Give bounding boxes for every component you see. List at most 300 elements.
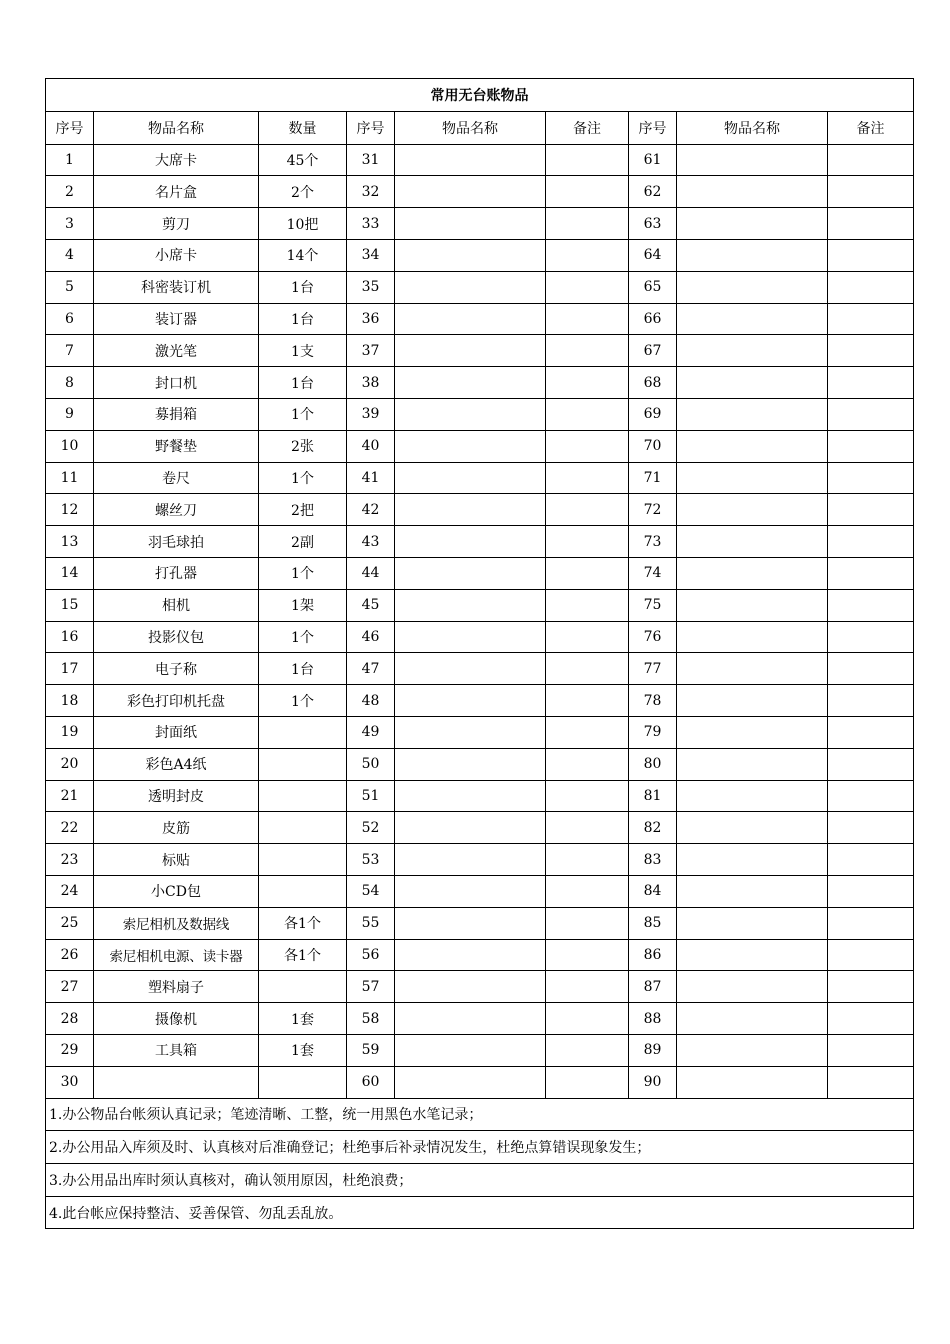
item-name-cell	[677, 621, 828, 653]
item-name-cell	[677, 462, 828, 494]
item-name-cell: 电子称	[94, 653, 259, 685]
item-name-cell: 皮筋	[94, 812, 259, 844]
serial-cell: 18	[46, 685, 94, 717]
note-text: 4.此台帐应保持整洁、妥善保管、勿乱丢乱放。	[46, 1196, 914, 1229]
item-name-cell: 激光笔	[94, 335, 259, 367]
remark-cell	[546, 494, 629, 526]
item-name-cell	[395, 208, 546, 240]
header-cell: 序号	[46, 112, 94, 145]
serial-cell: 54	[347, 876, 395, 908]
serial-cell: 3	[46, 208, 94, 240]
quantity-cell: 2个	[259, 176, 347, 208]
remark-cell	[546, 176, 629, 208]
remark-cell	[828, 589, 914, 621]
header-cell: 物品名称	[94, 112, 259, 145]
serial-cell: 50	[347, 748, 395, 780]
remark-cell	[828, 558, 914, 590]
remark-cell	[828, 717, 914, 749]
item-name-cell	[395, 717, 546, 749]
remark-cell	[828, 399, 914, 431]
serial-cell: 61	[629, 144, 677, 176]
remark-cell	[828, 271, 914, 303]
serial-cell: 75	[629, 589, 677, 621]
remark-cell	[546, 430, 629, 462]
table-row	[46, 907, 914, 939]
serial-cell: 46	[347, 621, 395, 653]
quantity-cell: 1个	[259, 558, 347, 590]
remark-cell	[828, 462, 914, 494]
item-name-cell: 索尼相机及数据线	[94, 907, 259, 939]
quantity-cell: 各1个	[259, 907, 347, 939]
quantity-cell	[259, 748, 347, 780]
serial-cell: 44	[347, 558, 395, 590]
item-name-cell	[677, 335, 828, 367]
item-name-cell: 封口机	[94, 367, 259, 399]
header-cell: 备注	[828, 112, 914, 145]
item-name-cell: 投影仪包	[94, 621, 259, 653]
item-name-cell	[677, 812, 828, 844]
item-name-cell	[677, 558, 828, 590]
item-name-cell: 塑料扇子	[94, 971, 259, 1003]
item-name-cell	[677, 240, 828, 272]
item-name-cell: 彩色A4纸	[94, 748, 259, 780]
item-name-cell	[677, 717, 828, 749]
table-row	[46, 780, 914, 812]
item-name-cell	[94, 1066, 259, 1098]
remark-cell	[828, 685, 914, 717]
serial-cell: 88	[629, 1003, 677, 1035]
remark-cell	[828, 1066, 914, 1098]
remark-cell	[546, 939, 629, 971]
remark-cell	[546, 748, 629, 780]
serial-cell: 77	[629, 653, 677, 685]
serial-cell: 49	[347, 717, 395, 749]
item-name-cell: 羽毛球拍	[94, 526, 259, 558]
quantity-cell: 2副	[259, 526, 347, 558]
table-row	[46, 462, 914, 494]
quantity-cell: 1台	[259, 303, 347, 335]
serial-cell: 55	[347, 907, 395, 939]
remark-cell	[546, 653, 629, 685]
table-row	[46, 494, 914, 526]
note-text: 1.办公物品台帐须认真记录；笔迹清晰、工整，统一用黑色水笔记录；	[46, 1098, 914, 1131]
item-name-cell: 小CD包	[94, 876, 259, 908]
table-row	[46, 208, 914, 240]
table-row	[46, 144, 914, 176]
serial-cell: 26	[46, 939, 94, 971]
note-row	[46, 1163, 914, 1196]
serial-cell: 90	[629, 1066, 677, 1098]
serial-cell: 27	[46, 971, 94, 1003]
remark-cell	[828, 430, 914, 462]
item-name-cell	[395, 462, 546, 494]
quantity-cell: 1套	[259, 1035, 347, 1067]
table-row	[46, 271, 914, 303]
item-name-cell: 索尼相机电源、读卡器	[94, 939, 259, 971]
remark-cell	[546, 1003, 629, 1035]
remark-cell	[546, 144, 629, 176]
item-name-cell: 装订器	[94, 303, 259, 335]
serial-cell: 2	[46, 176, 94, 208]
serial-cell: 42	[347, 494, 395, 526]
serial-cell: 24	[46, 876, 94, 908]
item-name-cell	[395, 1066, 546, 1098]
item-name-cell	[395, 621, 546, 653]
serial-cell: 64	[629, 240, 677, 272]
table-row	[46, 303, 914, 335]
remark-cell	[828, 1003, 914, 1035]
serial-cell: 68	[629, 367, 677, 399]
remark-cell	[828, 939, 914, 971]
table-row	[46, 876, 914, 908]
item-name-cell: 卷尺	[94, 462, 259, 494]
serial-cell: 80	[629, 748, 677, 780]
remark-cell	[546, 812, 629, 844]
header-cell: 物品名称	[677, 112, 828, 145]
item-name-cell	[677, 939, 828, 971]
serial-cell: 23	[46, 844, 94, 876]
serial-cell: 34	[347, 240, 395, 272]
quantity-cell	[259, 812, 347, 844]
remark-cell	[828, 240, 914, 272]
remark-cell	[546, 526, 629, 558]
quantity-cell: 1个	[259, 399, 347, 431]
item-name-cell	[395, 144, 546, 176]
remark-cell	[828, 812, 914, 844]
serial-cell: 6	[46, 303, 94, 335]
remark-cell	[828, 907, 914, 939]
serial-cell: 53	[347, 844, 395, 876]
serial-cell: 35	[347, 271, 395, 303]
item-name-cell	[677, 1035, 828, 1067]
serial-cell: 12	[46, 494, 94, 526]
quantity-cell	[259, 844, 347, 876]
item-name-cell	[395, 240, 546, 272]
serial-cell: 82	[629, 812, 677, 844]
item-name-cell	[395, 335, 546, 367]
item-name-cell	[677, 144, 828, 176]
item-name-cell	[395, 303, 546, 335]
item-name-cell: 野餐垫	[94, 430, 259, 462]
remark-cell	[546, 717, 629, 749]
serial-cell: 66	[629, 303, 677, 335]
serial-cell: 79	[629, 717, 677, 749]
table-row	[46, 717, 914, 749]
table-row	[46, 685, 914, 717]
item-name-cell: 螺丝刀	[94, 494, 259, 526]
item-name-cell	[395, 494, 546, 526]
remark-cell	[828, 653, 914, 685]
quantity-cell: 1台	[259, 271, 347, 303]
remark-cell	[546, 399, 629, 431]
item-name-cell	[395, 907, 546, 939]
note-text: 2.办公用品入库须及时、认真核对后准确登记；杜绝事后补录情况发生，杜绝点算错误现象发生；	[46, 1131, 914, 1164]
header-cell: 物品名称	[395, 112, 546, 145]
serial-cell: 63	[629, 208, 677, 240]
serial-cell: 76	[629, 621, 677, 653]
item-name-cell	[395, 399, 546, 431]
item-name-cell	[677, 907, 828, 939]
serial-cell: 38	[347, 367, 395, 399]
item-name-cell	[395, 685, 546, 717]
item-name-cell	[395, 939, 546, 971]
item-name-cell	[395, 430, 546, 462]
item-name-cell	[677, 876, 828, 908]
serial-cell: 22	[46, 812, 94, 844]
serial-cell: 15	[46, 589, 94, 621]
serial-cell: 19	[46, 717, 94, 749]
serial-cell: 56	[347, 939, 395, 971]
item-name-cell	[395, 748, 546, 780]
header-cell: 数量	[259, 112, 347, 145]
table-row	[46, 526, 914, 558]
item-name-cell	[677, 1003, 828, 1035]
serial-cell: 37	[347, 335, 395, 367]
serial-cell: 7	[46, 335, 94, 367]
item-name-cell	[395, 589, 546, 621]
serial-cell: 31	[347, 144, 395, 176]
item-name-cell: 募捐箱	[94, 399, 259, 431]
header-cell: 备注	[546, 112, 629, 145]
item-name-cell	[677, 589, 828, 621]
item-name-cell	[395, 176, 546, 208]
table-row	[46, 939, 914, 971]
item-name-cell	[395, 526, 546, 558]
quantity-cell: 1个	[259, 685, 347, 717]
quantity-cell: 1台	[259, 653, 347, 685]
note-row	[46, 1196, 914, 1229]
item-name-cell: 小席卡	[94, 240, 259, 272]
item-name-cell	[395, 558, 546, 590]
serial-cell: 65	[629, 271, 677, 303]
serial-cell: 57	[347, 971, 395, 1003]
quantity-cell: 1架	[259, 589, 347, 621]
item-name-cell: 摄像机	[94, 1003, 259, 1035]
quantity-cell	[259, 717, 347, 749]
remark-cell	[828, 876, 914, 908]
item-name-cell	[395, 653, 546, 685]
remark-cell	[546, 335, 629, 367]
serial-cell: 69	[629, 399, 677, 431]
serial-cell: 16	[46, 621, 94, 653]
table-row	[46, 1003, 914, 1035]
item-name-cell	[677, 208, 828, 240]
item-name-cell	[395, 271, 546, 303]
table-row	[46, 653, 914, 685]
remark-cell	[546, 558, 629, 590]
serial-cell: 40	[347, 430, 395, 462]
remark-cell	[828, 494, 914, 526]
quantity-cell	[259, 780, 347, 812]
table-row	[46, 844, 914, 876]
serial-cell: 29	[46, 1035, 94, 1067]
serial-cell: 8	[46, 367, 94, 399]
serial-cell: 72	[629, 494, 677, 526]
remark-cell	[828, 780, 914, 812]
serial-cell: 43	[347, 526, 395, 558]
serial-cell: 39	[347, 399, 395, 431]
serial-cell: 78	[629, 685, 677, 717]
serial-cell: 14	[46, 558, 94, 590]
item-name-cell	[677, 780, 828, 812]
remark-cell	[828, 526, 914, 558]
item-name-cell: 透明封皮	[94, 780, 259, 812]
table-row	[46, 335, 914, 367]
quantity-cell: 1支	[259, 335, 347, 367]
serial-cell: 17	[46, 653, 94, 685]
serial-cell: 5	[46, 271, 94, 303]
serial-cell: 36	[347, 303, 395, 335]
serial-cell: 59	[347, 1035, 395, 1067]
remark-cell	[828, 335, 914, 367]
serial-cell: 32	[347, 176, 395, 208]
serial-cell: 47	[347, 653, 395, 685]
remark-cell	[546, 971, 629, 1003]
serial-cell: 60	[347, 1066, 395, 1098]
quantity-cell: 45个	[259, 144, 347, 176]
serial-cell: 62	[629, 176, 677, 208]
item-name-cell: 大席卡	[94, 144, 259, 176]
quantity-cell: 2张	[259, 430, 347, 462]
quantity-cell: 1台	[259, 367, 347, 399]
item-name-cell	[395, 780, 546, 812]
header-cell: 序号	[629, 112, 677, 145]
remark-cell	[546, 367, 629, 399]
serial-cell: 85	[629, 907, 677, 939]
table-row	[46, 430, 914, 462]
serial-cell: 67	[629, 335, 677, 367]
serial-cell: 9	[46, 399, 94, 431]
item-name-cell	[677, 303, 828, 335]
item-name-cell: 封面纸	[94, 717, 259, 749]
remark-cell	[828, 176, 914, 208]
header-row	[46, 112, 914, 145]
note-text: 3.办公用品出库时须认真核对，确认领用原因，杜绝浪费；	[46, 1163, 914, 1196]
remark-cell	[828, 971, 914, 1003]
remark-cell	[828, 303, 914, 335]
quantity-cell: 1个	[259, 462, 347, 494]
item-name-cell: 标贴	[94, 844, 259, 876]
remark-cell	[828, 208, 914, 240]
table-row	[46, 1066, 914, 1098]
remark-cell	[546, 271, 629, 303]
remark-cell	[546, 1066, 629, 1098]
table-row	[46, 1035, 914, 1067]
note-row	[46, 1098, 914, 1131]
inventory-table	[45, 78, 914, 1229]
item-name-cell	[395, 1035, 546, 1067]
serial-cell: 51	[347, 780, 395, 812]
table-row	[46, 176, 914, 208]
item-name-cell	[677, 844, 828, 876]
remark-cell	[546, 240, 629, 272]
item-name-cell	[395, 1003, 546, 1035]
item-name-cell: 相机	[94, 589, 259, 621]
remark-cell	[546, 621, 629, 653]
serial-cell: 89	[629, 1035, 677, 1067]
quantity-cell	[259, 876, 347, 908]
item-name-cell: 剪刀	[94, 208, 259, 240]
serial-cell: 83	[629, 844, 677, 876]
item-name-cell	[395, 876, 546, 908]
serial-cell: 21	[46, 780, 94, 812]
quantity-cell: 各1个	[259, 939, 347, 971]
item-name-cell	[677, 494, 828, 526]
quantity-cell: 1套	[259, 1003, 347, 1035]
table-row	[46, 367, 914, 399]
serial-cell: 86	[629, 939, 677, 971]
note-row	[46, 1131, 914, 1164]
serial-cell: 30	[46, 1066, 94, 1098]
quantity-cell: 1个	[259, 621, 347, 653]
serial-cell: 52	[347, 812, 395, 844]
serial-cell: 87	[629, 971, 677, 1003]
remark-cell	[828, 844, 914, 876]
quantity-cell	[259, 1066, 347, 1098]
remark-cell	[546, 462, 629, 494]
remark-cell	[828, 748, 914, 780]
serial-cell: 20	[46, 748, 94, 780]
serial-cell: 11	[46, 462, 94, 494]
serial-cell: 41	[347, 462, 395, 494]
serial-cell: 81	[629, 780, 677, 812]
title-row	[46, 79, 914, 112]
remark-cell	[546, 303, 629, 335]
serial-cell: 10	[46, 430, 94, 462]
serial-cell: 74	[629, 558, 677, 590]
item-name-cell: 工具箱	[94, 1035, 259, 1067]
serial-cell: 84	[629, 876, 677, 908]
quantity-cell: 2把	[259, 494, 347, 526]
remark-cell	[546, 780, 629, 812]
table-row	[46, 812, 914, 844]
quantity-cell: 14个	[259, 240, 347, 272]
serial-cell: 70	[629, 430, 677, 462]
item-name-cell: 名片盒	[94, 176, 259, 208]
item-name-cell	[677, 748, 828, 780]
item-name-cell: 打孔器	[94, 558, 259, 590]
table-row	[46, 558, 914, 590]
item-name-cell	[395, 844, 546, 876]
item-name-cell	[677, 526, 828, 558]
serial-cell: 28	[46, 1003, 94, 1035]
item-name-cell: 科密装订机	[94, 271, 259, 303]
table-row	[46, 240, 914, 272]
remark-cell	[828, 144, 914, 176]
item-name-cell: 彩色打印机托盘	[94, 685, 259, 717]
serial-cell: 48	[347, 685, 395, 717]
remark-cell	[828, 621, 914, 653]
item-name-cell	[677, 971, 828, 1003]
serial-cell: 1	[46, 144, 94, 176]
table-row	[46, 589, 914, 621]
serial-cell: 71	[629, 462, 677, 494]
table-row	[46, 748, 914, 780]
remark-cell	[546, 208, 629, 240]
item-name-cell	[677, 653, 828, 685]
page-title: 常用无台账物品	[46, 79, 914, 112]
serial-cell: 73	[629, 526, 677, 558]
item-name-cell	[677, 685, 828, 717]
item-name-cell	[677, 271, 828, 303]
item-name-cell	[677, 430, 828, 462]
serial-cell: 33	[347, 208, 395, 240]
serial-cell: 45	[347, 589, 395, 621]
header-cell: 序号	[347, 112, 395, 145]
serial-cell: 13	[46, 526, 94, 558]
table-row	[46, 971, 914, 1003]
table-row	[46, 621, 914, 653]
